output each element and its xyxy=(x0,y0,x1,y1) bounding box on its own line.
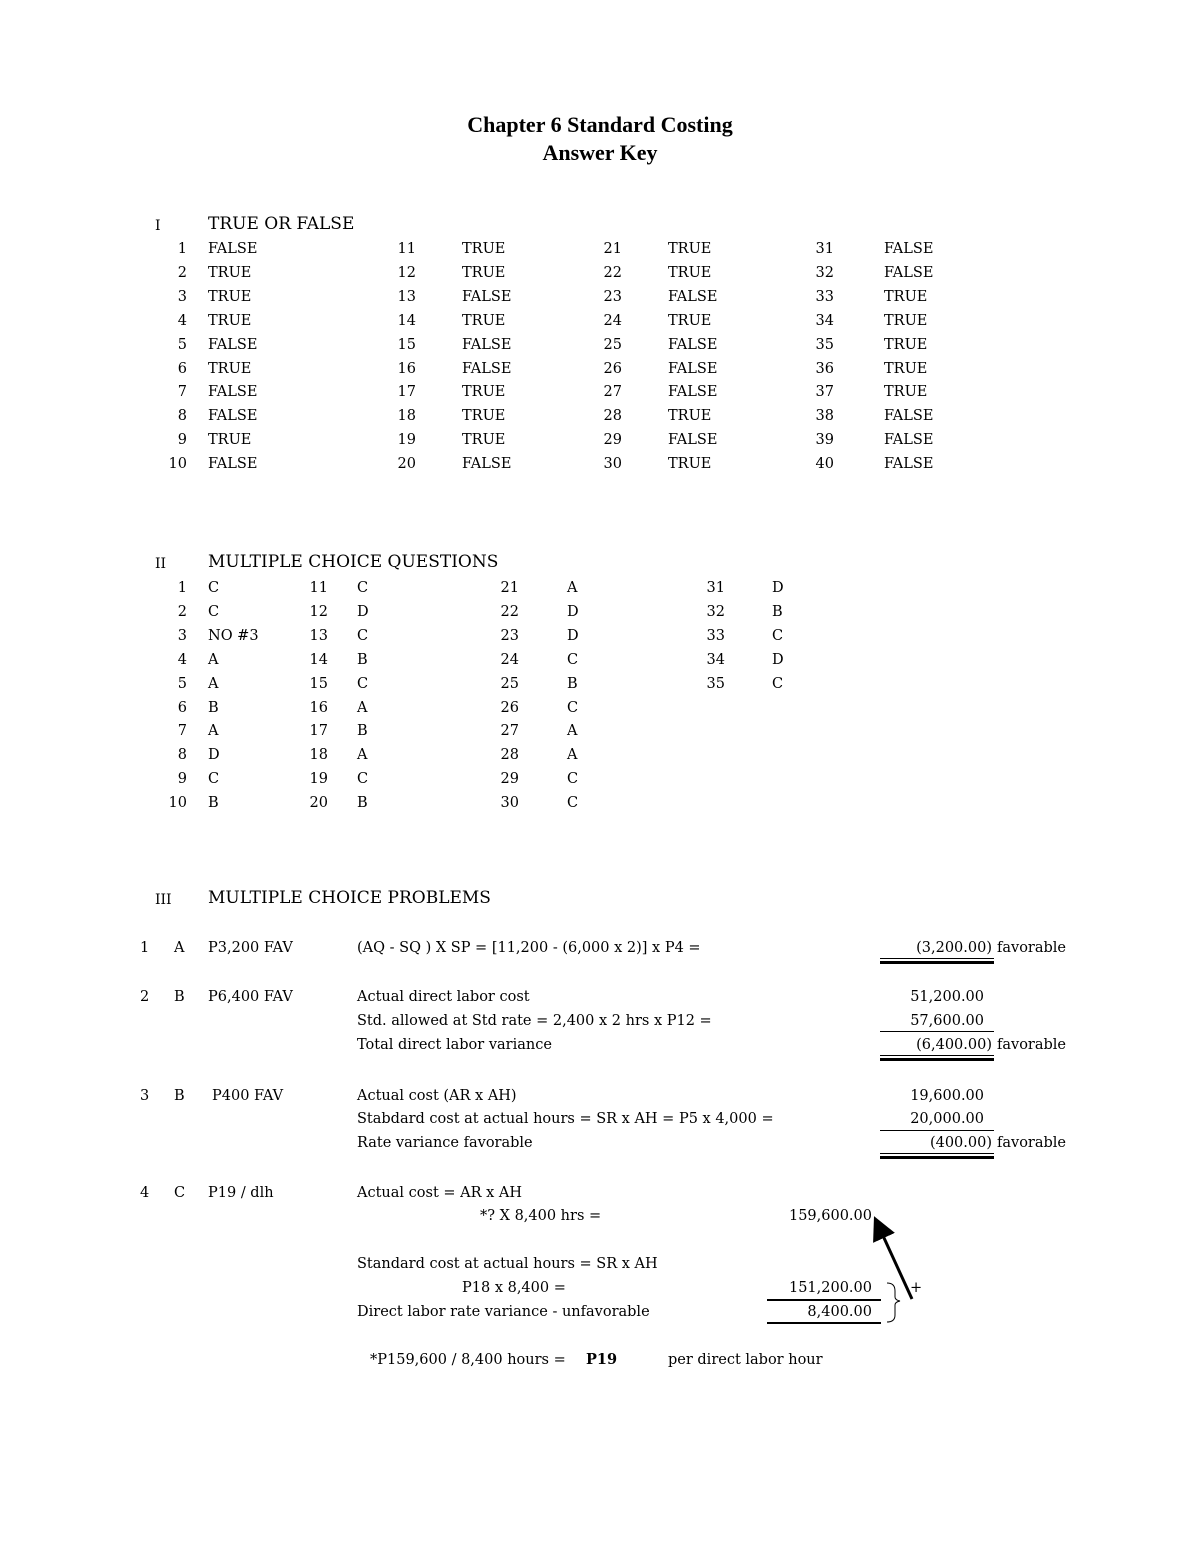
line-amount: 51,200.00 xyxy=(910,989,984,1005)
line-label: Stabdard cost at actual hours = SR x AH = P5 x 4,000 = xyxy=(357,1111,774,1127)
problem-number: 3 xyxy=(140,1088,150,1104)
tf-answer: FALSE xyxy=(208,241,258,257)
section-roman-i: I xyxy=(155,218,161,234)
double-underline xyxy=(880,1058,994,1061)
tf-answer: TRUE xyxy=(668,408,712,425)
problem-answer: P400 FAV xyxy=(212,1088,284,1104)
tf-answer: TRUE xyxy=(668,312,712,329)
tf-answer: TRUE xyxy=(884,336,928,353)
footnote-text: *P159,600 / 8,400 hours = xyxy=(370,1352,566,1368)
line-amount: 57,600.00 xyxy=(910,1013,984,1029)
mcq-number: 28 xyxy=(500,747,519,764)
mcq-answer: D xyxy=(208,747,220,764)
mcq-number: 27 xyxy=(500,723,519,740)
problem-amount: (3,200.00) xyxy=(916,940,992,956)
tf-number: 8 xyxy=(177,408,187,425)
line-amount: (6,400.00) xyxy=(916,1037,992,1053)
tf-number: 24 xyxy=(603,312,622,329)
mcq-answer: D xyxy=(357,603,369,620)
tf-number: 38 xyxy=(815,408,834,425)
section-heading-true-false: TRUE OR FALSE xyxy=(208,214,355,234)
problem-letter: C xyxy=(174,1185,186,1201)
section-heading-problems: MULTIPLE CHOICE PROBLEMS xyxy=(208,888,491,908)
single-underline xyxy=(880,1153,994,1154)
tf-number: 10 xyxy=(168,456,187,473)
tf-answer: TRUE xyxy=(668,456,712,473)
tf-answer: FALSE xyxy=(668,360,718,377)
mcq-answer: B xyxy=(208,699,219,716)
line-label: Std. allowed at Std rate = 2,400 x 2 hrs x P12 = xyxy=(357,1013,712,1029)
mcq-answer: A xyxy=(208,651,219,668)
double-underline xyxy=(880,961,994,964)
mcq-answer: C xyxy=(567,795,579,812)
tf-number: 34 xyxy=(815,312,834,329)
tf-number: 12 xyxy=(397,264,416,281)
tf-number: 11 xyxy=(397,241,416,257)
tf-number: 3 xyxy=(177,288,187,305)
tf-number: 30 xyxy=(603,456,622,473)
tf-answer: FALSE xyxy=(668,384,718,401)
tf-answer: TRUE xyxy=(462,408,506,425)
tf-number: 33 xyxy=(815,288,834,305)
mcq-number: 5 xyxy=(177,675,187,692)
favorable-note: favorable xyxy=(997,940,1067,956)
tf-number: 16 xyxy=(397,360,416,377)
mcq-number: 16 xyxy=(309,699,328,716)
mcq-number: 35 xyxy=(706,675,725,692)
problem-letter: B xyxy=(174,989,185,1005)
mcq-number: 10 xyxy=(168,795,187,812)
tf-number: 23 xyxy=(603,288,622,305)
mcq-answer: C xyxy=(567,651,579,668)
page-title: Chapter 6 Standard Costing xyxy=(467,112,733,137)
tf-answer: TRUE xyxy=(208,432,252,449)
tf-answer: FALSE xyxy=(884,456,934,473)
tf-number: 25 xyxy=(603,336,622,353)
problem-answer: P3,200 FAV xyxy=(208,940,293,956)
mcq-answer: D xyxy=(772,651,784,668)
problem-number: 2 xyxy=(140,989,150,1005)
mcq-number: 26 xyxy=(500,699,519,716)
line-label: Standard cost at actual hours = SR x AH xyxy=(357,1256,658,1272)
line-label: Direct labor rate variance - unfavorable xyxy=(357,1304,650,1320)
mcq-number: 29 xyxy=(500,771,519,788)
mcq-answer: C xyxy=(357,771,369,788)
tf-number: 15 xyxy=(397,336,416,353)
mcq-answer: C xyxy=(357,675,369,692)
mcq-answer: C xyxy=(208,771,220,788)
single-underline xyxy=(767,1322,881,1324)
problem-answer: P6,400 FAV xyxy=(208,989,293,1005)
line-label: Actual cost (AR x AH) xyxy=(357,1088,517,1104)
mcq-number: 20 xyxy=(309,795,328,812)
mcq-number: 17 xyxy=(309,723,328,740)
line-amount: 19,600.00 xyxy=(910,1088,984,1104)
plus-sign: + xyxy=(910,1280,923,1296)
tf-number: 31 xyxy=(815,241,834,257)
tf-number: 7 xyxy=(177,384,187,401)
problem-letter: A xyxy=(174,940,185,956)
tf-number: 20 xyxy=(397,456,416,473)
tf-number: 28 xyxy=(603,408,622,425)
line-amount: 8,400.00 xyxy=(807,1304,872,1320)
mcq-number: 13 xyxy=(309,627,328,644)
tf-answer: TRUE xyxy=(208,264,252,281)
mcq-number: 22 xyxy=(500,603,519,620)
tf-number: 4 xyxy=(177,312,187,329)
mcq-answer: C xyxy=(772,627,784,644)
problem-formula: (AQ - SQ ) X SP = [11,200 - (6,000 x 2)] x P4 = xyxy=(357,940,701,956)
mcq-number: 14 xyxy=(309,651,328,668)
tf-answer: TRUE xyxy=(884,312,928,329)
mcq-answer: C xyxy=(567,699,579,716)
tf-number: 6 xyxy=(177,360,187,377)
problem-number: 4 xyxy=(140,1185,150,1201)
mcq-answer: D xyxy=(567,627,579,644)
tf-answer: FALSE xyxy=(208,456,258,473)
tf-number: 40 xyxy=(815,456,834,473)
tf-number: 29 xyxy=(603,432,622,449)
single-underline xyxy=(880,1055,994,1056)
mcq-answer: A xyxy=(357,699,368,716)
tf-number: 5 xyxy=(177,336,187,353)
mcq-answer: B xyxy=(357,651,368,668)
mcq-answer: A xyxy=(567,580,578,596)
mcq-answer: B xyxy=(357,723,368,740)
line-amount: (400.00) xyxy=(929,1135,992,1151)
tf-answer: TRUE xyxy=(462,384,506,401)
favorable-note: favorable xyxy=(997,1037,1067,1053)
favorable-note: favorable xyxy=(997,1135,1067,1151)
mcq-answer: NO #3 xyxy=(208,627,259,644)
tf-number: 9 xyxy=(177,432,187,449)
mcq-answer: A xyxy=(208,675,219,692)
tf-answer: TRUE xyxy=(884,384,928,401)
mcq-answer: B xyxy=(357,795,368,812)
problem-letter: B xyxy=(174,1088,185,1104)
tf-number: 27 xyxy=(603,384,622,401)
double-underline xyxy=(880,1156,994,1159)
tf-answer: TRUE xyxy=(462,241,506,257)
mcq-number: 32 xyxy=(706,603,725,620)
footnote-result: P19 xyxy=(586,1351,618,1368)
tf-number: 36 xyxy=(815,360,834,377)
tf-answer: FALSE xyxy=(462,288,512,305)
single-underline xyxy=(880,958,994,959)
tf-number: 21 xyxy=(603,241,622,257)
tf-answer: FALSE xyxy=(884,432,934,449)
arrow-and-brace-icon xyxy=(870,1215,930,1330)
mcq-answer: A xyxy=(357,747,368,764)
problem-answer: P19 / dlh xyxy=(208,1185,274,1201)
tf-number: 2 xyxy=(177,264,187,281)
mcq-number: 3 xyxy=(177,627,187,644)
line-label: Actual direct labor cost xyxy=(357,989,530,1005)
mcq-number: 34 xyxy=(706,651,725,668)
tf-answer: TRUE xyxy=(462,432,506,449)
mcq-number: 9 xyxy=(177,771,187,788)
tf-answer: FALSE xyxy=(884,264,934,281)
tf-number: 14 xyxy=(397,312,416,329)
tf-answer: FALSE xyxy=(462,360,512,377)
tf-answer: FALSE xyxy=(208,384,258,401)
mcq-number: 8 xyxy=(177,747,187,764)
mcq-number: 4 xyxy=(177,651,187,668)
mcq-number: 12 xyxy=(309,603,328,620)
line-label: Total direct labor variance xyxy=(357,1037,552,1053)
footnote-unit: per direct labor hour xyxy=(668,1352,823,1368)
mcq-answer: A xyxy=(567,747,578,764)
mcq-answer: B xyxy=(567,675,578,692)
tf-answer: TRUE xyxy=(668,241,712,257)
mcq-number: 6 xyxy=(177,699,187,716)
tf-answer: FALSE xyxy=(462,456,512,473)
page-subtitle: Answer Key xyxy=(542,140,658,165)
tf-answer: FALSE xyxy=(668,288,718,305)
tf-number: 22 xyxy=(603,264,622,281)
tf-answer: FALSE xyxy=(208,336,258,353)
line-amount: 159,600.00 xyxy=(788,1208,872,1224)
mcq-number: 25 xyxy=(500,675,519,692)
mcq-number: 7 xyxy=(177,723,187,740)
mcq-number: 15 xyxy=(309,675,328,692)
mcq-number: 24 xyxy=(500,651,519,668)
mcq-answer: C xyxy=(208,580,220,596)
tf-number: 32 xyxy=(815,264,834,281)
section-roman-iii: III xyxy=(155,892,172,908)
mcq-answer: A xyxy=(208,723,219,740)
mcq-number: 33 xyxy=(706,627,725,644)
tf-number: 39 xyxy=(815,432,834,449)
mcq-number: 11 xyxy=(309,580,328,596)
tf-number: 35 xyxy=(815,336,834,353)
section-roman-ii: II xyxy=(155,556,167,572)
tf-number: 18 xyxy=(397,408,416,425)
tf-answer: FALSE xyxy=(208,408,258,425)
mcq-answer: C xyxy=(208,603,220,620)
line-amount: 151,200.00 xyxy=(788,1280,872,1296)
tf-answer: TRUE xyxy=(668,264,712,281)
mcq-answer: C xyxy=(357,580,369,596)
tf-answer: TRUE xyxy=(208,360,252,377)
mcq-number: 23 xyxy=(500,627,519,644)
mcq-number: 30 xyxy=(500,795,519,812)
mcq-number: 18 xyxy=(309,747,328,764)
tf-answer: FALSE xyxy=(884,408,934,425)
section-heading-mcq: MULTIPLE CHOICE QUESTIONS xyxy=(208,552,499,572)
tf-answer: FALSE xyxy=(462,336,512,353)
tf-answer: TRUE xyxy=(208,312,252,329)
tf-answer: TRUE xyxy=(462,264,506,281)
line-amount: 20,000.00 xyxy=(910,1111,984,1127)
single-underline xyxy=(880,1130,994,1131)
tf-number: 37 xyxy=(815,384,834,401)
line-label: Actual cost = AR x AH xyxy=(357,1185,523,1201)
mcq-answer: B xyxy=(208,795,219,812)
mcq-answer: C xyxy=(567,771,579,788)
mcq-answer: B xyxy=(772,603,783,620)
tf-number: 13 xyxy=(397,288,416,305)
mcq-answer: C xyxy=(772,675,784,692)
mcq-answer: D xyxy=(772,580,784,596)
line-label: P18 x 8,400 = xyxy=(462,1280,566,1296)
mcq-answer: A xyxy=(567,723,578,740)
tf-answer: TRUE xyxy=(462,312,506,329)
mcq-number: 1 xyxy=(177,580,187,596)
mcq-number: 31 xyxy=(706,580,725,596)
tf-answer: FALSE xyxy=(668,432,718,449)
mcq-number: 2 xyxy=(177,603,187,620)
tf-number: 17 xyxy=(397,384,416,401)
problem-number: 1 xyxy=(140,940,150,956)
tf-answer: TRUE xyxy=(884,288,928,305)
tf-number: 19 xyxy=(397,432,416,449)
tf-answer: TRUE xyxy=(208,288,252,305)
single-underline xyxy=(880,1031,994,1032)
mcq-answer: D xyxy=(567,603,579,620)
line-label: *? X 8,400 hrs = xyxy=(480,1208,602,1224)
tf-number: 26 xyxy=(603,360,622,377)
mcq-number: 19 xyxy=(309,771,328,788)
tf-number: 1 xyxy=(177,241,187,257)
single-underline xyxy=(767,1299,881,1301)
mcq-answer: C xyxy=(357,627,369,644)
line-label: Rate variance favorable xyxy=(357,1135,533,1151)
tf-answer: TRUE xyxy=(884,360,928,377)
tf-answer: FALSE xyxy=(884,241,934,257)
mcq-number: 21 xyxy=(500,580,519,596)
tf-answer: FALSE xyxy=(668,336,718,353)
